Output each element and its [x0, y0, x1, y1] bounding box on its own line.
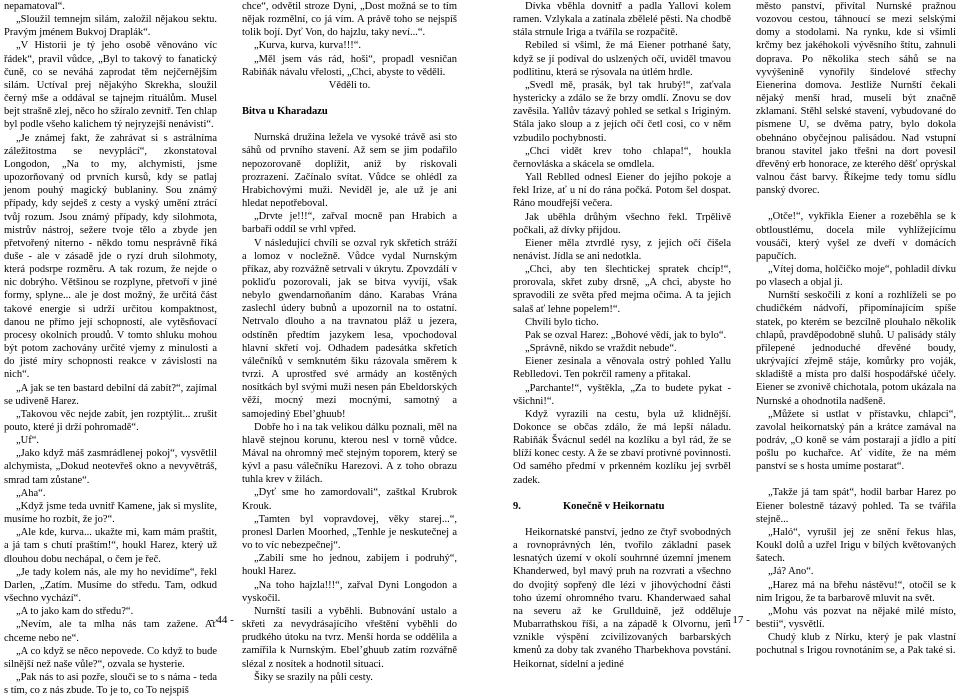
paragraph: „Chci vidět krev toho chlapa!“, houkla černovláska a skácela se omdlela.: [513, 145, 731, 170]
chapter-number: 9.: [513, 500, 521, 512]
paragraph: nepamatoval“.: [4, 1, 65, 12]
paragraph: Dívka vběhla dovnitř a padla Yallovi kolem ramen. Vzlykala a zatínala zbělelé pěsti. Na chodbě stála strnule Iriga a tváříla se rozpačitě.: [513, 1, 731, 39]
paragraph: „Jako když máš zasmrádlenej pokoj“, vysvětlil alchymista, „Dokud neotevřeš okno a nevyvětráš, smrad tam zůstane“.: [4, 448, 217, 486]
paragraph: „Já? Ano“.: [768, 566, 814, 578]
paragraph: Věděli to.: [328, 79, 371, 91]
paragraph: Jak uběhla drůhým všechno řekl. Trpělivě počkali, až dívky přijdou.: [513, 211, 731, 236]
paragraph: Pak se ozval Harez: „Bohové vědí, jak to bylo“.: [525, 329, 727, 341]
paragraph: „Uf“.: [16, 435, 40, 447]
paragraph: „V Historii je tý jeho osobě věnováno víc řádek“, pravil vůdce, „Byl to takový to fanatický čuně, co se neváhá zaprodat těm nejčernějším silám. Uctíval prej nějakýho Skrekha, sloužil černý mše a oddával se tajnejm rituálům. Musel bejt strašně zlej, něco ho sžíralo zevnitř. Ten chlap byl podle všeho kalichem tý nejryzejší nenávisti“.: [4, 40, 217, 131]
column-4: [756, 0, 956, 657]
paragraph: „Mohu vás pozvat na nějaké milé místo, bestii“, vysvětlí.: [756, 605, 956, 631]
paragraph: „Kurva, kurva, kurva!!!“.: [254, 40, 361, 52]
column-1: [4, 0, 217, 697]
paragraph: „Parchante!“, vyštěkla, „Za to budete pykat - všichni!“.: [513, 382, 731, 407]
paragraph: „Svedl mě, prasák, byl tak hrubý!“, zaťvala hystericky a zdálo se že brzy omdlí. Znovu se dov zavěsila. Yallův tázavý pohled se setkal s Iriginým. Stála jako sloup a z jejích očí četl cosi, co v něm vzbudilo pochybnosti.: [513, 79, 731, 144]
paragraph: „Dyť sme ho zamordovali“, zaštkal Krubrok Krouk.: [242, 487, 457, 512]
paragraph: „Harez má na břehu nástěvu!“, otočil se k nim Irigou, že ta barbarově mluvit na svět.: [756, 579, 956, 604]
paragraph: „Když jsme teda uvnitř Kamene, jak si myslíte, musíme ho rozbít, že jo?“.: [4, 500, 217, 526]
paragraph: Eiener měla ztvrdlé rysy, z jejích očí čišela nenávist. Jídla se ani nedotkla.: [513, 237, 731, 262]
paragraph: „Vítej doma, holčičko moje“, pohladil dívku po vlasech a objal ji.: [756, 263, 956, 289]
paragraph: „A jak se ten bastard debilní dá zabít?“, zajímal se udiveně Harez.: [4, 382, 217, 407]
paragraph: „Ale kde, kurva... ukažte mi, kam mám praštit, a já tam s chutí praštím!“, houkl Harez, který už dlouhou dobu nechápal, o čem je řeč.: [4, 527, 217, 565]
section-heading: Bitva u Kharadazu: [242, 106, 328, 118]
paragraph: Eiener zesinala a věnovala ostrý pohled Yallu Reblledovi. Ten pokrčil rameny a přitakal.: [513, 356, 731, 381]
paragraph: Když vyrazili na cestu, byla už klidnější. Dokonce se občas zdálo, že má lepší náladu. Rabiňák Švácnul sedél na kozlíku a byl rád, že se blíží konec cesty. A že se zbaví protivné povinnosti. Od samého předmí v prkenném kozlíku jej svrběl zadek.: [513, 408, 731, 486]
paragraph: „Tamten byl vopravdovej, věky starej...“, pronesl Darlen Moorhed, „Tenhle je neskutečnej a vo to víc nebezpečnej“.: [242, 513, 457, 552]
paragraph: chce“, odvětil stroze Dyni, „Dost možná se to tím nějak rozmělní, co já vím. A právě toho se nejspíš tolik bojí. Dyť Von, do hajzlu, taky neví...“.: [242, 1, 457, 39]
column-3: [513, 0, 731, 670]
page-number-left: - 44 -: [210, 614, 234, 626]
paragraph: „Na toho hajzla!!!“, zařval Dyni Longodon a vyskočil.: [242, 579, 457, 604]
paragraph: „Nevím, ale ta mlha nás tam zažene. Ať chceme nebo ne“.: [4, 619, 217, 644]
paragraph: „Sloužil temnejm silám, založil nějakou sektu. Pravým jménem Bukvoj Draplák“.: [4, 14, 217, 39]
page-number-right: - 17 -: [726, 614, 750, 626]
paragraph: „Takže já tam spát“, hodil barbar Harez po Eiener bolestně tázavý pohled. Ta se tvářila stejně...: [756, 487, 956, 525]
paragraph: „A co když se něco nepovede. Co když to bude silnější než naše vůle?“, ozvala se hysterie.: [4, 645, 217, 670]
paragraph: Nurnští seskočili z koní a rozhlíželi se po chudičkém nádvoří, připomínajícím spíše statek, po kterém se bezcílně plouhalo několik chlapů, pravděpodobně sluhů. U palisády stály přilepené jednoduché dřevěné boudy, ukrývající zřejmě stáje, komůrky pro voják, skladiště a místa pro další hospodářské účely. Eiener se zvonivě chichotala, potom ukázala na Nurnské a ohodnotila nadšeně.: [756, 290, 956, 407]
paragraph: „Otče!“, vykřikla Eiener a rozeběhla se k obtloustlému, docela mile vyhlížejícímu vousáči, který vyšel ze dveří v domácích papučích.: [756, 211, 956, 262]
paragraph: „Je známej fakt, že zahrávat si s astrálníma záležitostma se nevyplácí“, zkonstatoval Longodon, „Na to my, alchymisti, jsme upozorňovaný od prvních kursů, kdy se patlaj jenom pouhý magický bublaniny. Sou známý případy, kdy sejdeš z cesty a vyský umění ztrácí tvůj rozum. Jsou známý případy, kdy silohmota, mistrův nástroj, sežere tvoje tělo a zbyde jen přetvořený niterno - někdo tomu nesprávně říká duše - ale v zásadě jde o ryzí druh silohmoty, která podsrpe rozměru. A tak rozum, že nejde o nic dobrýho. Většinou se rozplyne, přetvoří v jiné formy, splyne... ale je dost možný, že určitá část takové energie si udrží určitou kompaktnost, danou ne přímo její schopností, ale vytěsňovací procesy okolních proudů. V tomto shluku mohou být potom zachovány určité vjemy z minulosti a do jisté míry schopnosti reakce v závislosti na nich“.: [4, 132, 217, 381]
column-2: [242, 0, 457, 683]
paragraph: „A to jako kam do středu?“.: [16, 606, 134, 618]
paragraph: „Aha“.: [16, 487, 46, 499]
paragraph: Chvíli bylo ticho.: [525, 316, 599, 328]
chapter-heading: [513, 500, 731, 513]
paragraph: „Drvte je!!!“, zařval mocně pan Hrabich a barbaři oddíl se vrhl vpřed.: [242, 211, 457, 236]
paragraph: „Měl jsem vás rád, hoši“, propadl vesničan Rabiňák návalu vřelosti, „Chci, abyste to věděli.: [242, 53, 457, 78]
paragraph: Chudý klub z Nírku, který je pak vlastní pochutnal s Irigou rovnotáním se, a Pak také si.: [756, 632, 956, 657]
paragraph: Nurnská družina ležela ve vysoké trávě asi sto sáhů od prvního stavení. Až sem se jim podařilo nepozorovaně doplížit, aniž by riskovali prozrazení. Začínalo svítat. Vůdce se ohlédl za Hrabichovými muži. Neviděl je, ale už je ani hledat nepotřeboval.: [242, 132, 457, 210]
paragraph: „Můžete si ustlat v přístavku, chlapci“, zavolal heikornatský pán a krátce zamával na podráv, „O koně se vám postarají a jídlo a pití pošlu po kuchařce. Ať vidíte, že na mém panství se s hosta umíme postarat“.: [756, 408, 956, 473]
paragraph: V následující chvíli se ozval ryk skřetích stráží a lomoz v nocležně. Vůdce vydal Nurnským příkaz, aby rozvážně setrvali v úkrytu. Zpovzdálí v pokliďu pozorovali, jak se bitva vyvíjí, však nebylo gwendarnoňaním dáno. Karabas Vrána zaslechl údery bubnů a upozornil na to ostatní. Netrvalo dlouho a na travnatou pláž u jezera, odstíněn předtím jazykem lesa, vpochodoval hlavní skřetí voj. Odhadem padesátka skřetích válečníků v semknutém šiku rázovala směrem k tvrzi. A uprostřed své armády an kostěných nosítkách byl svými muži nesen pán Ebeldorských věží, mocný mezi mocnými, samotný a samojediný Ebel’ghuub!: [242, 237, 457, 420]
paragraph: Nurnští tasili a vyběhli. Bubnování ustalo a skřeti za nevydrásajícího vřeštění vyběhli do prudkého útoku na tvrz. Menší horda se oddělila a zamířila k Nurnským. Ebel’ghuub zatím rozvářně slézal z nosítek a hodnotil situaci.: [242, 605, 457, 670]
paragraph: „Haló“, vyrušil jej ze snění řekus hlas, Koukl dolů a uzřel Irigu v bílých květovaných šatech.: [756, 526, 956, 565]
chapter-title: Konečně v Heikornatu: [563, 500, 665, 512]
paragraph: „Zabili sme ho jednou, zabijem i podruhý“, houkl Harez.: [242, 553, 457, 578]
paragraph: „Chci, aby ten šlechtickej spratek chcíp!“, prorovala, skřet zuby drsně, „A chci, abyste ho spravodili ze světa před mejma očima. A ta jejich salaš ať lehne popelem!“.: [513, 264, 731, 315]
paragraph: „Je tady kolem nás, ale my ho nevidíme“, řekl Darlen, „Zatím. Musíme do středu. Tam, odkud všechno vychází“.: [4, 566, 217, 605]
paragraph: Šiky se srazily na půli cesty.: [254, 671, 373, 683]
paragraph: Yall Reblled odnesl Eiener do jejího pokoje a řekl Irize, ať u ní do rána počká. Potom šel dospat. Ráno moudřejší večera.: [513, 172, 731, 210]
paragraph: Dobře ho i na tak velikou dálku poznali, měl na hlavě stejnou korunu, kterou nesl v torně vůdce. Mával na ohromný meč stejným toporem, který se kývl a pasu válečníku Harezovi. A z toho obrazu tuhla krev v žilách.: [242, 421, 457, 486]
paragraph: Heikornatské panství, jedno ze čtyř svobodných a rovnoprávných lén, tvořilo základní pasek lesnatých území v okolí souhrnné územní jmenem Khanderwed, byl mavý pruh na rozvrati a všechno do dvojitý sopřený dle lézi v jihovýchodní části toho území ohromného tvaru. Khanderwaed sahal na severu až ke Grullduině, jež odděluje Mubarrathskou říši, a na západě k Olvornu, jeni vznikle výspění zcivilizovaných barbarských kmenů za doby tak zvaného Tharbekhova povstání. Heikornat, sídelní a jediné: [513, 526, 731, 670]
paragraph: „Pak nás to asi pozře, slouči se to s náma - teda s tím, co z nás zbude. To je to, co To nejspíš: [4, 671, 217, 697]
paragraph: Rebiled si všiml, že má Eiener potrhané šaty, když se jí podíval do uslzených očí, uviděl tmavou podlitinu, která se rýsovala na útlém hrdle.: [513, 40, 731, 78]
paragraph: „Takovou věc nejde zabít, jen rozptýlit... zrušit pouto, které ji drží pohromadě“.: [4, 408, 217, 433]
paragraph: město panství, přivítal Nurnské pražnou vozovou cestou, táhnoucí se mezi selskými domy a stodolami. Na rynku, kde si všimli krčmy bez jakéhokoli vývěsního štítu, zahnuli doprava. Po několika stech sáhů se na vyvýšenině vynořily šindelové střechy Eienerina domova. Jestliže Nurnští čekali nějaký menší hrad, museli být značně zklamaní. Stěhl selské stavení, vybudované do písmene U, se dvěma patry, bylo dokola obehnáno obyčejnou palisádou. Nad vstupní branou stavitel jako třešni na dort povesil dřevěný erb honorace, ze kterého děšť oprýskal valnou část barvy. Říkejme tedy tomu sídlu panský dvorec.: [756, 1, 956, 197]
paragraph: „Správně, nikdo se vraždit nebude“.: [525, 343, 677, 355]
